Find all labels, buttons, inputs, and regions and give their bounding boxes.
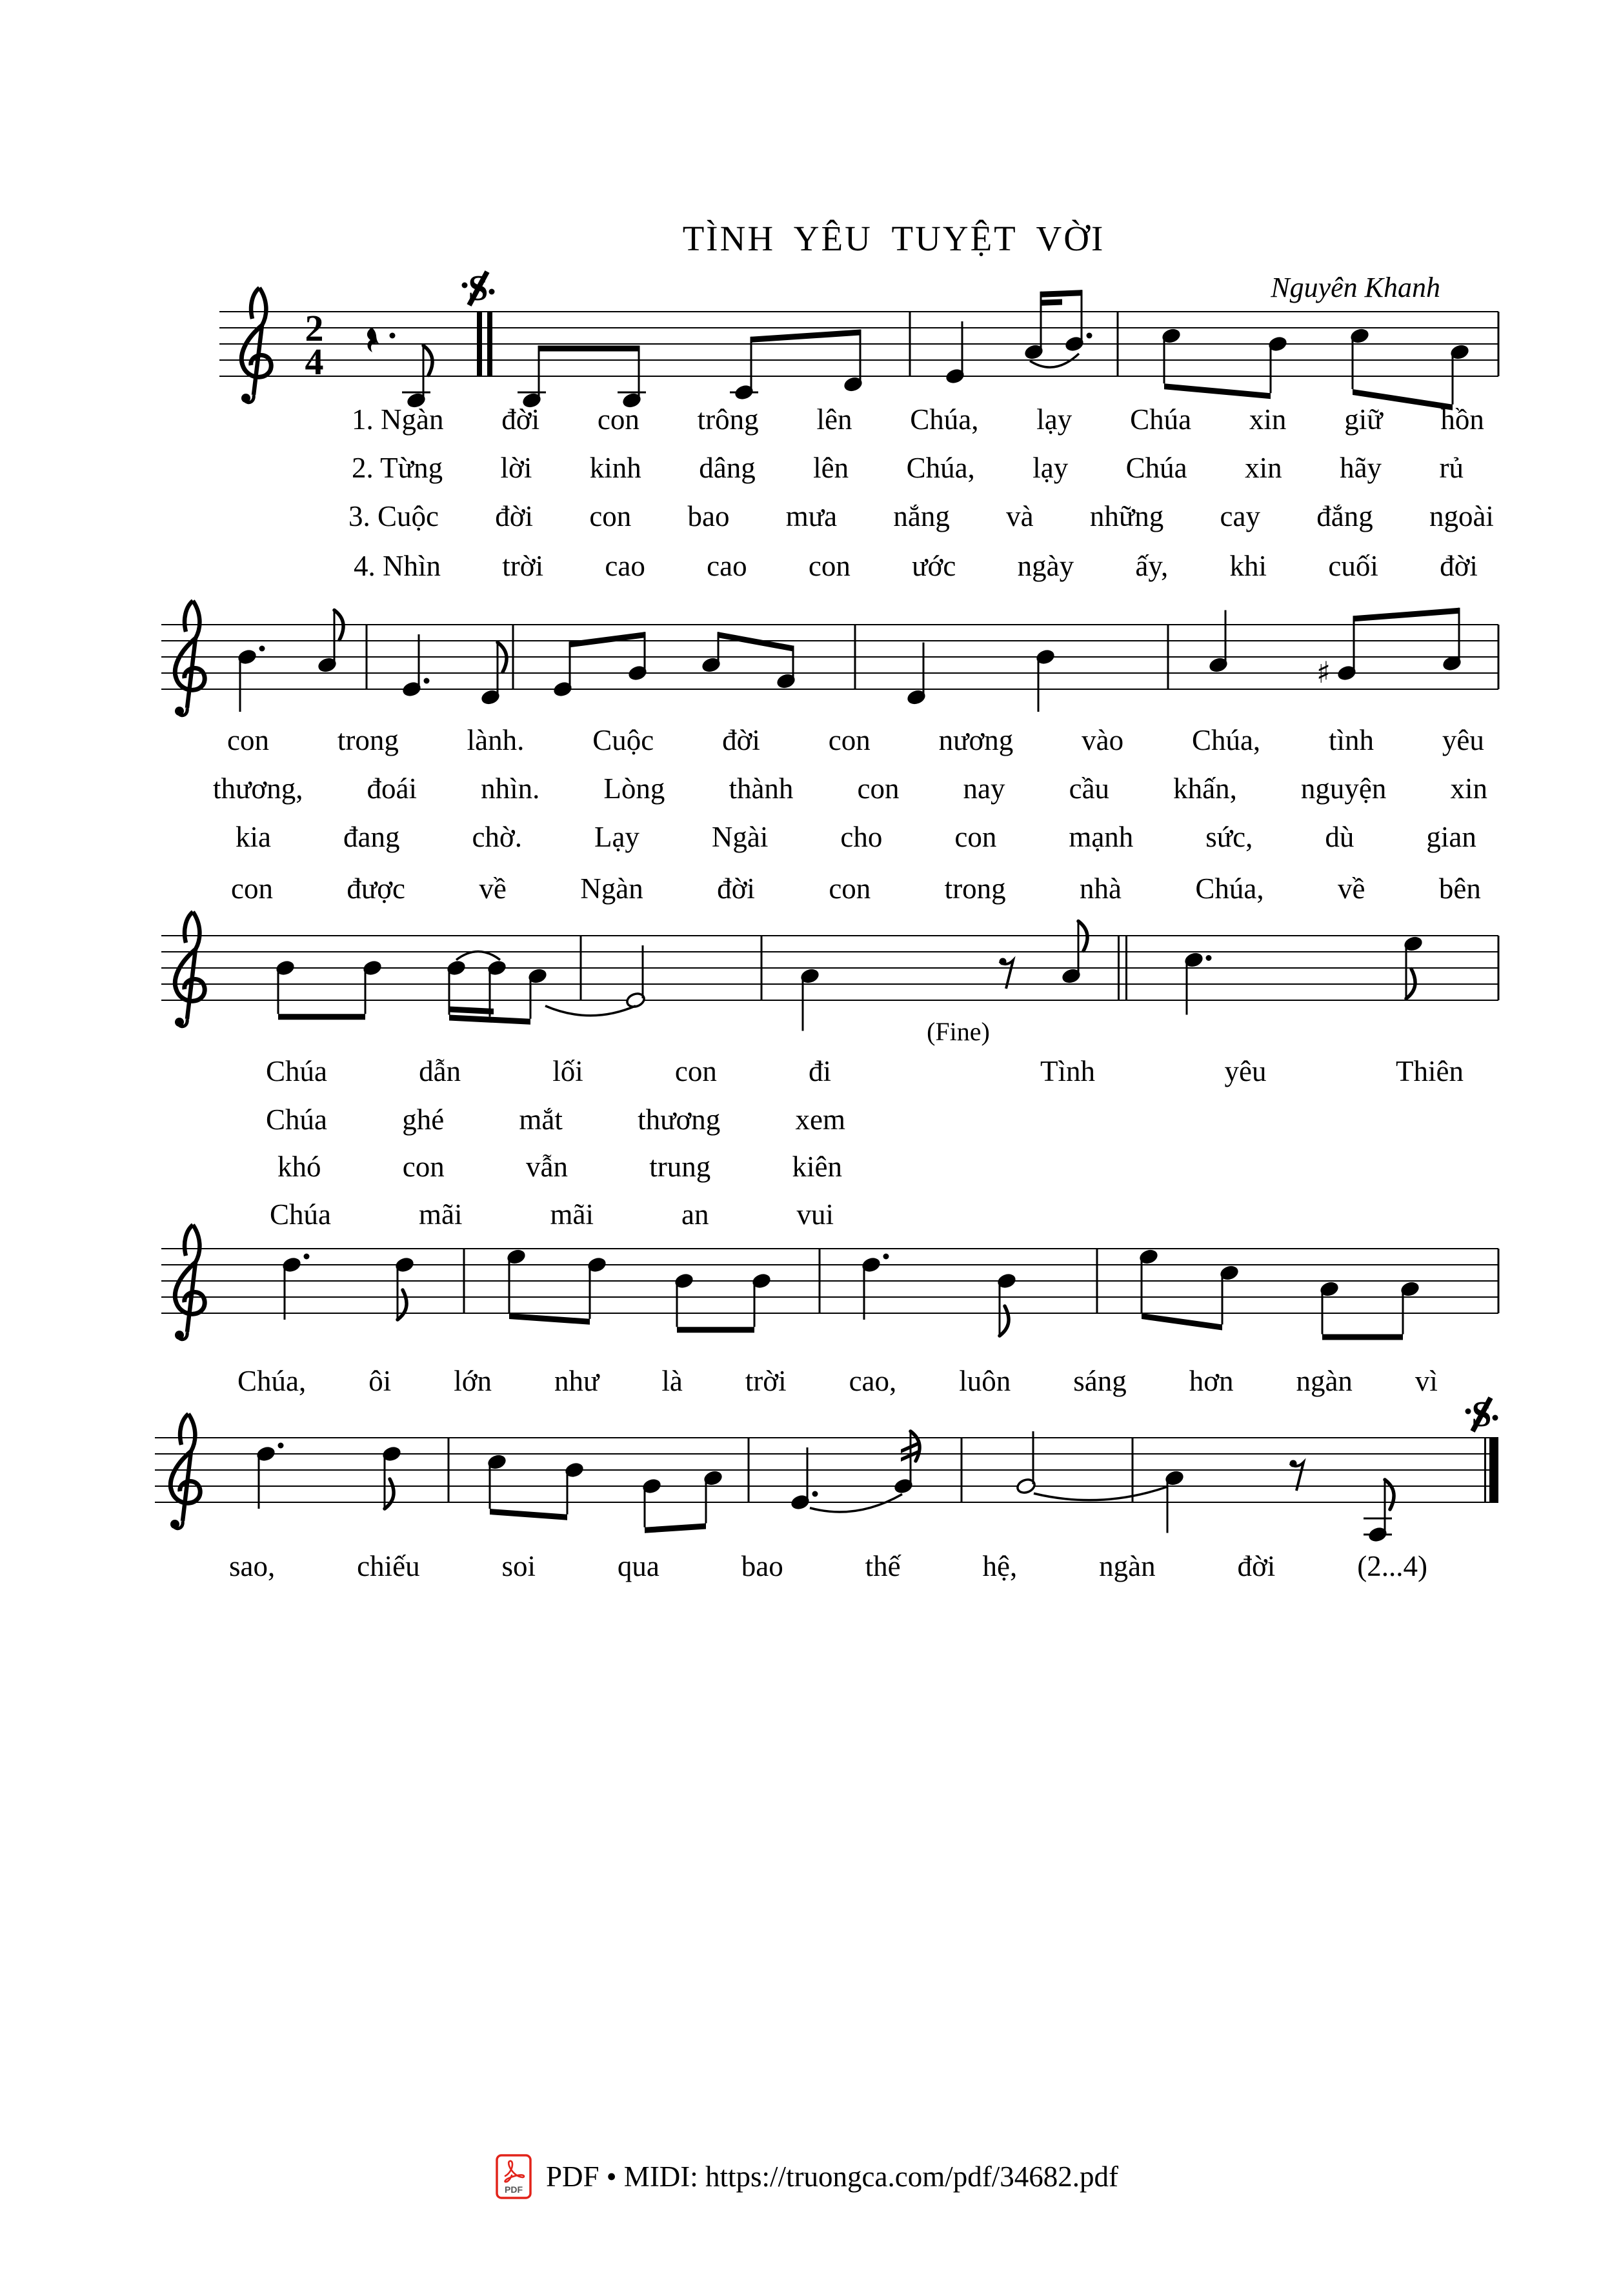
lyric-word: đang — [343, 821, 400, 853]
lyric-word: Thiên — [1396, 1055, 1464, 1087]
lyric-word: con — [589, 500, 632, 532]
song-title: TÌNH YÊU TUYỆT VỜI — [682, 219, 1105, 258]
lyric-word: Chúa — [1130, 403, 1192, 436]
lyric-word: ngày — [1017, 550, 1074, 582]
lyric-word: con — [674, 1055, 717, 1087]
lyric-word: lời — [500, 452, 532, 484]
lyric-word: vui — [796, 1198, 834, 1231]
lyric-word: con — [402, 1151, 445, 1183]
lyric-word: đời — [717, 872, 755, 905]
lyric-line — [213, 769, 1487, 808]
lyric-word: thế — [865, 1550, 901, 1582]
lyric-word: đoái — [367, 772, 417, 805]
lyric-word: hồn — [1440, 403, 1484, 436]
lyric-word: trời — [745, 1365, 787, 1397]
lyric-word: vào — [1082, 724, 1124, 756]
lyric-word: 3. Cuộc — [348, 500, 439, 532]
lyric-word: nắng — [893, 500, 950, 532]
lyric-word: bao — [741, 1550, 783, 1582]
lyric-line — [270, 1195, 834, 1234]
lyric-line — [352, 400, 1484, 439]
lyric-word: chờ. — [472, 821, 522, 853]
lyric-word: kia — [236, 821, 271, 853]
lyric-word: về — [1338, 872, 1365, 905]
lyric-word: Chúa, — [910, 403, 979, 436]
svg-text:4: 4 — [305, 341, 324, 383]
lyric-word: qua — [617, 1550, 660, 1582]
lyric-word: vẫn — [525, 1151, 568, 1183]
lyric-word: 2. Từng — [352, 452, 443, 484]
lyric-word: lạy — [1032, 452, 1069, 484]
lyric-word: cuối — [1328, 550, 1378, 582]
lyric-word: trời — [502, 550, 544, 582]
svg-text:PDF: PDF — [505, 2184, 523, 2195]
lyric-line — [236, 818, 1476, 856]
lyric-word: trong — [337, 724, 399, 756]
lyric-word: con — [597, 403, 639, 436]
lyric-word: tình — [1329, 724, 1374, 756]
lyric-word: ngàn — [1099, 1550, 1156, 1582]
svg-text:S: S — [1471, 1395, 1492, 1435]
lyric-word: xin — [1249, 403, 1287, 436]
lyric-word: Ngài — [711, 821, 769, 853]
lyric-word: và — [1006, 500, 1034, 532]
lyric-word: con — [227, 724, 269, 756]
lyric-line — [277, 1147, 842, 1186]
lyric-word: khi — [1229, 550, 1267, 582]
lyric-word: Lạy — [594, 821, 639, 853]
lyric-word: sao, — [229, 1550, 276, 1582]
footer-link[interactable]: PDF • MIDI: https://truongca.com/pdf/34682.pdf — [546, 2160, 1118, 2193]
lyric-word: Lòng — [603, 772, 665, 805]
lyric-line — [229, 1547, 1427, 1586]
pdf-icon — [496, 2154, 532, 2199]
lyric-word: ấy, — [1135, 550, 1169, 582]
lyric-line — [237, 1362, 1438, 1400]
lyric-word: xin — [1450, 772, 1487, 805]
lyric-word: kiên — [792, 1151, 842, 1183]
lyric-line — [266, 1052, 831, 1091]
lyric-word: lớn — [454, 1365, 492, 1397]
lyric-word: soi — [501, 1550, 536, 1582]
svg-text:♯: ♯ — [1316, 655, 1331, 690]
lyric-word: ngoài — [1429, 500, 1494, 532]
lyric-word: con — [808, 550, 851, 582]
lyric-word: Chúa — [266, 1055, 327, 1087]
lyric-word: những — [1089, 500, 1164, 532]
lyric-word: an — [681, 1198, 709, 1231]
lyric-line — [354, 547, 1478, 585]
lyric-word: cao, — [849, 1365, 897, 1397]
lyric-word: đời — [495, 500, 534, 532]
lyric-line — [227, 721, 1484, 760]
lyric-word: con — [828, 724, 871, 756]
lyric-word: mãi — [419, 1198, 463, 1231]
lyric-word: rủ — [1439, 452, 1464, 484]
lyric-word: con — [954, 821, 997, 853]
lyric-word: nay — [963, 772, 1005, 805]
lyric-word: trong — [944, 872, 1006, 905]
lyric-word: đi — [808, 1055, 831, 1087]
lyric-word: thành — [729, 772, 794, 805]
lyric-word: thương, — [213, 772, 303, 805]
lyric-word: thương — [638, 1103, 721, 1136]
svg-text:2: 2 — [305, 307, 324, 349]
lyric-line — [231, 869, 1481, 908]
lyric-word: bên — [1438, 872, 1481, 905]
lyric-word: cay — [1220, 500, 1260, 532]
svg-text:(Fine): (Fine) — [927, 1017, 990, 1046]
lyric-word: lành. — [467, 724, 525, 756]
lyric-word: Chúa — [270, 1198, 331, 1231]
lyric-word: đắng — [1316, 500, 1373, 532]
lyric-word: Chúa — [266, 1103, 327, 1136]
lyric-word: 4. Nhìn — [354, 550, 441, 582]
lyric-word: bao — [687, 500, 730, 532]
lyric-word: trung — [649, 1151, 711, 1183]
lyric-word: nhà — [1080, 872, 1122, 905]
lyric-word: luôn — [959, 1365, 1011, 1397]
lyric-line — [352, 448, 1464, 487]
lyric-word: (2...4) — [1357, 1550, 1427, 1582]
lyric-word: hãy — [1340, 452, 1382, 484]
lyric-word: khấn, — [1173, 772, 1237, 805]
lyric-word: nhìn. — [481, 772, 540, 805]
lyric-word: đời — [1237, 1550, 1276, 1582]
lyric-word: ngàn — [1296, 1365, 1353, 1397]
lyric-word: con — [231, 872, 273, 905]
svg-text:S: S — [468, 268, 488, 308]
lyric-word: mắt — [519, 1103, 563, 1136]
lyric-word: Tình — [1040, 1055, 1095, 1087]
lyric-word: mãi — [550, 1198, 594, 1231]
lyric-word: đời — [722, 724, 760, 756]
lyric-word: sức, — [1205, 821, 1253, 853]
lyric-word: cho — [840, 821, 883, 853]
lyric-word: mạnh — [1069, 821, 1134, 853]
lyric-word: yêu — [1224, 1055, 1267, 1087]
lyric-word: dù — [1325, 821, 1354, 853]
lyric-word: giữ — [1344, 403, 1383, 436]
lyric-word: lối — [552, 1055, 583, 1087]
lyric-word: ước — [912, 550, 956, 582]
lyric-word: xin — [1245, 452, 1282, 484]
lyric-word: gian — [1426, 821, 1476, 853]
lyric-word: Ngàn — [580, 872, 643, 905]
lyric-word: được — [347, 872, 406, 905]
lyric-word: đời — [501, 403, 540, 436]
lyric-line — [266, 1100, 845, 1139]
lyric-word: ôi — [368, 1365, 392, 1397]
composer-name: Nguyên Khanh — [1271, 272, 1440, 303]
lyric-word: lên — [816, 403, 852, 436]
lyric-word: xem — [795, 1103, 845, 1136]
lyric-word: Chúa, — [906, 452, 975, 484]
lyric-word: con — [829, 872, 871, 905]
lyric-word: hệ, — [982, 1550, 1018, 1582]
lyric-word: chiếu — [357, 1550, 420, 1582]
lyric-word: Chúa, — [1191, 724, 1261, 756]
lyric-word: về — [479, 872, 507, 905]
lyric-word: mưa — [785, 500, 838, 532]
footer — [496, 2154, 1118, 2199]
lyric-word: sáng — [1073, 1365, 1127, 1397]
lyric-word: nương — [938, 724, 1014, 756]
lyric-word: khó — [277, 1151, 321, 1183]
lyric-word: 1. Ngàn — [352, 403, 444, 436]
lyric-word: đời — [1440, 550, 1478, 582]
lyric-word: Chúa, — [1195, 872, 1264, 905]
lyric-word: cao — [707, 550, 747, 582]
lyric-word: hơn — [1189, 1365, 1234, 1397]
lyric-line — [348, 497, 1494, 536]
lyric-word: cao — [605, 550, 645, 582]
lyric-word: Chúa, — [237, 1365, 307, 1397]
lyric-word: ghé — [402, 1103, 445, 1136]
lyric-word: dâng — [699, 452, 756, 484]
lyric-word: Cuộc — [592, 724, 654, 756]
lyric-word: dẫn — [419, 1055, 461, 1087]
lyric-word: lên — [813, 452, 849, 484]
lyric-word: yêu — [1442, 724, 1484, 756]
lyric-word: trông — [697, 403, 759, 436]
lyric-word: vì — [1415, 1365, 1438, 1397]
lyric-word: kinh — [589, 452, 641, 484]
lyric-word: lạy — [1036, 403, 1072, 436]
lyric-word: nguyện — [1300, 772, 1387, 805]
lyric-word: là — [661, 1365, 683, 1397]
lyric-word: Chúa — [1125, 452, 1187, 484]
lyric-word: cầu — [1069, 772, 1110, 805]
lyric-line — [1040, 1052, 1464, 1091]
lyric-word: con — [857, 772, 900, 805]
lyric-word: như — [554, 1365, 599, 1397]
